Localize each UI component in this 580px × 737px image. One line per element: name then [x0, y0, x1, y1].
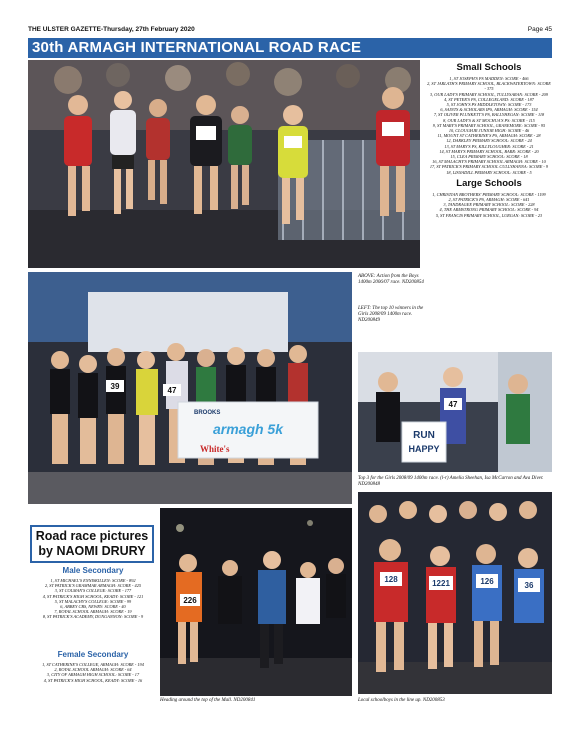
- list-item: 15, CLEA PRIMARY SCHOOL: SCORE - 18: [450, 154, 528, 160]
- bib-number: 126: [480, 577, 494, 586]
- caption-above: ABOVE: Action from the Boys 1400m 2006/07 race. ND200854: [358, 274, 424, 285]
- credit-line-1: Road race pictures: [35, 529, 149, 543]
- list-item: 2, ROYAL SCHOOL ARMAGH: SCORE - 64: [54, 667, 132, 673]
- caption-lineup: Local schoolboys in the line up. ND200853: [358, 698, 445, 703]
- female-secondary-heading: Female Secondary: [57, 650, 129, 659]
- list-item: 4, THE ARMSTRONG PRIMARY SCHOOL: SCORE - 94: [439, 207, 539, 213]
- banner-sponsor: White's: [200, 444, 230, 454]
- photo-girls-top-10: [28, 272, 352, 504]
- photo-mall-runners: [160, 508, 352, 696]
- list-item: 4, ST PATRICK'S HIGH SCHOOL, KEADY: SCORE - 16: [43, 677, 143, 683]
- list-item: 1, ST JOSEPH'S PS MADDEN: SCORE - 466: [449, 76, 529, 81]
- article-title: 30th ARMAGH INTERNATIONAL ROAD RACE: [28, 38, 552, 58]
- page-number: Page 45: [527, 26, 552, 33]
- bib-number: 226: [183, 596, 197, 605]
- bib-number: 1221: [432, 579, 450, 588]
- newspaper-dateline: THE ULSTER GAZETTE-Thursday, 27th February 2020: [28, 26, 195, 33]
- bib-number: 128: [384, 575, 398, 584]
- sign-run: RUN: [413, 430, 435, 441]
- banner-brand: BROOKS: [194, 410, 221, 416]
- list-item: 17, ST PATRICK'S PRIMARY SCHOOL CULLYHANNA: SCORE - 9: [429, 164, 549, 170]
- list-item: 8, ST PATRICK'S ACADEMY, DUNGANNON: SCORE - 9: [42, 614, 144, 620]
- list-item: 3, TANDRAGEE PRIMARY SCHOOL: SCORE - 228: [443, 202, 535, 208]
- list-item: 3, ST COLMAN'S COLLEGE: SCORE - 177: [54, 588, 132, 594]
- list-item: 2, ST PATRICK'S PS, ARMAGH: SCORE - 641: [448, 197, 530, 203]
- list-item: 12, DARKLEY PRIMARY SCHOOL: SCORE - 24: [446, 138, 532, 144]
- list-item: 5, ST FRANCIS PRIMARY SCHOOL, LURGAN: SCORE - 23: [435, 212, 543, 218]
- credit-line-2: by NAOMI DRURY: [38, 544, 146, 558]
- list-item: 5, ST MALACHY'S COLLEGE: SCORE - 99: [54, 598, 132, 604]
- bib-number: 47: [167, 386, 177, 395]
- list-item: 2, ST PATRICK'S GRAMMAR ARMAGH: SCORE - 425: [45, 583, 141, 589]
- page-header: [28, 26, 552, 38]
- bib-number: 36: [524, 581, 534, 590]
- list-item: 18, LISNADILL PRIMARY SCHOOL: SCORE - 5: [446, 169, 532, 175]
- bib-number: 47: [448, 400, 458, 409]
- list-item: 2, ST JARLATH'S PRIMARY SCHOOL, BLACKWATERTOWN: SCORE - 375: [427, 81, 551, 92]
- photo-boys-race-action: [28, 60, 420, 268]
- list-item: 6, ABBEY CBS, NEWRY: SCORE - 40: [60, 604, 126, 610]
- small-schools-heading: Small Schools: [456, 62, 522, 73]
- photo-girls-top-3: [358, 352, 552, 472]
- caption-left: LEFT: The top 10 winners in the Girls 2008/09 1400m race. ND200849: [358, 306, 424, 323]
- photo-schoolboys-lineup: [358, 492, 552, 694]
- list-item: 3, OUR LADY'S PRIMARY SCHOOL, TULLYSARAN: SCORE - 209: [430, 91, 548, 97]
- list-item: 1, ST MICHAEL'S ENNISKILLEN: SCORE - 892: [50, 578, 136, 583]
- list-item: 5, ST JOHN'S PS MIDDLETOWN: SCORE - 173: [446, 102, 532, 108]
- list-item: 1, ST CATHERINE'S COLLEGE, ARMAGH: SCORE - 194: [42, 662, 144, 667]
- list-item: 16, ST MALACHY'S PRIMARY SCHOOL ARMAGH: SCORE - 10: [432, 159, 546, 165]
- list-item: 6, SAINTS & SCHOLARS IPS, ARMAGH: SCORE - 154: [440, 107, 538, 113]
- large-schools-heading: Large Schools: [456, 177, 522, 189]
- list-item: 14, ST MARY'S PRIMARY SCHOOL, BARR: SCORE - 20: [439, 148, 539, 154]
- list-item: 7, ST OLIVER PLUNKETT'S PS, BALLYHEGAN: SCORE - 118: [433, 112, 545, 118]
- bib-number: 39: [110, 382, 120, 391]
- list-item: 10, CLOUGHJR JUNIOR HIGH: SCORE - 46: [448, 128, 530, 134]
- list-item: 1, CHRISTIAN BROTHERS' PRIMARY SCHOOL: SCORE - 1199: [432, 191, 546, 197]
- caption-top3-girls: Top 3 for the Girls 2008/09 1400m race. (l-r) Amelia Sheehan, Isa McCarron and Ava Diver. ND200848: [358, 476, 544, 487]
- male-secondary-heading: Male Secondary: [62, 566, 124, 575]
- small-schools-results: [426, 60, 552, 218]
- list-item: 7, ROYAL SCHOOL ARMAGH: SCORE - 19: [54, 609, 132, 615]
- caption-mall: Heading around the top of the Mall. ND200841: [160, 698, 256, 703]
- list-item: 8, OUR LADY'S & ST MOCHUA'S PS: SCORE - 115: [443, 117, 535, 123]
- sign-happy: HAPPY: [408, 444, 440, 454]
- female-secondary-results: [30, 662, 156, 683]
- list-item: 9, ST MARY'S PRIMARY SCHOOL, GRANEMORE: SCORE - 95: [432, 122, 546, 128]
- list-item: 4, ST PATRICK'S HIGH SCHOOL, KEADY: SCORE - 121: [42, 593, 144, 599]
- photo-credit-box: [30, 525, 154, 563]
- male-secondary-results: [30, 578, 156, 620]
- banner-event: armagh 5k: [212, 421, 284, 437]
- list-item: 4, ST PETER'S PS, COLLEGELAND: SCORE - 187: [444, 96, 534, 102]
- list-item: 3, CITY OF ARMAGH HIGH SCHOOL: SCORE - 17: [46, 672, 140, 678]
- list-item: 11, MOUNT ST CATHERINE'S PS, ARMAGH: SCORE - 28: [437, 133, 541, 139]
- list-item: 13, ST MARY'S PS, KILLYLOUGHER: SCORE - 21: [444, 143, 534, 149]
